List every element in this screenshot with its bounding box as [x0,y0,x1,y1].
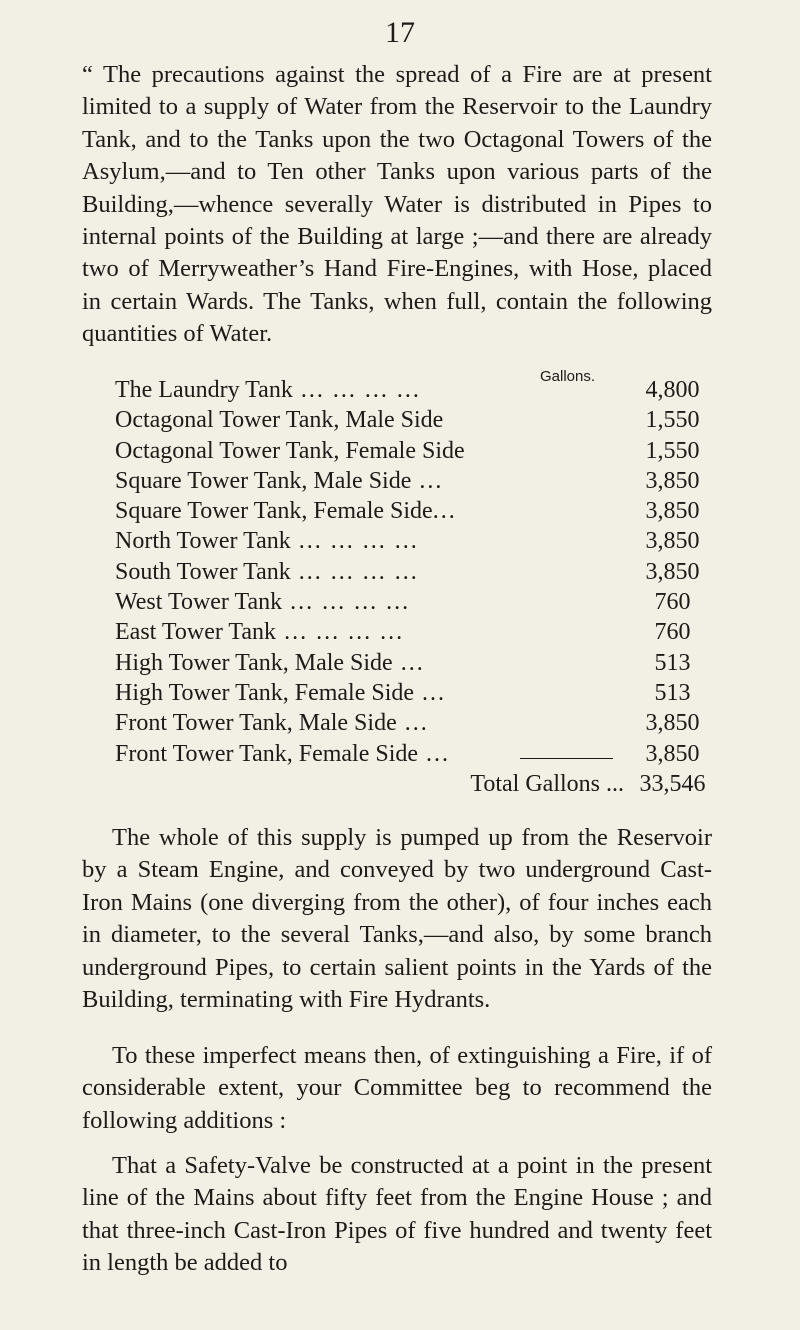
total-label: Total Gallons ... [470,771,624,797]
gallons-value: 1,550 [645,407,700,434]
table-row: North Tower Tank ... ... ... ... 3,850 [115,526,715,556]
total-row [115,769,715,799]
table-row: Front Tower Tank, Male Side ... 3,850 [115,708,715,738]
table-row: South Tower Tank ... ... ... ... 3,850 [115,557,715,587]
paragraph-safety-valve: That a Safety-Valve be constructed at a point in the present line of the Mains about fifty feet from the Engine House ; and that three-inch Cast-Iron Pipes of five hundred and twenty feet in length be added to [82,1152,712,1277]
gallons-value: 4,800 [645,377,700,403]
total-value: 33,546 [639,771,706,797]
gallons-value: 3,850 [645,498,700,525]
table-row: Square Tower Tank, Female Side... 3,850 [115,496,715,526]
page-number: 17 [385,16,415,49]
gallons-value: 3,850 [645,528,700,555]
gallons-value: 3,850 [645,558,700,585]
table-row: Octagonal Tower Tank, Female Side 1,550 [115,436,715,466]
tank-capacity-table [115,375,715,769]
total-divider [520,758,613,759]
gallons-value: 1,550 [645,437,700,464]
paragraph-supply: The whole of this supply is pumped up from the Reservoir by a Steam Engine, and conveyed by two underground Cast-Iron Mains (one diverging from the other), of four inches each in diameter, to the several Tanks,—and also, by some branch underground Pipes, to certain salient points in the Yards of the Building, terminating with Fire Hydrants. [82,824,712,1014]
paragraph-imperfect-means: To these imperfect means then, of extinguishing a Fire, if of considerable extent, your Committee beg to recommend the following additions : [82,1042,712,1134]
table-row: West Tower Tank ... ... ... ... 760 [115,587,715,617]
table-row: Square Tower Tank, Male Side ... 3,850 [115,466,715,496]
gallons-value: 3,850 [645,710,700,737]
table-row: East Tower Tank ... ... ... ... 760 [115,617,715,647]
gallons-value: 760 [654,619,691,646]
table-row: The Laundry Tank ... ... ... ... 4,800 [115,375,715,405]
gallons-value: 3,850 [645,740,700,767]
table-row: High Tower Tank, Male Side ... 513 [115,648,715,678]
gallons-column-header: Gallons. [539,368,596,385]
table-row: Octagonal Tower Tank, Male Side 1,550 [115,405,715,435]
gallons-value: 760 [654,589,691,616]
table-row: Front Tower Tank, Female Side ... 3,850 [115,739,715,769]
table-row: High Tower Tank, Female Side ... 513 [115,678,715,708]
paragraph-precautions: “ The precautions against the spread of a Fire are at present limited to a supply of Water from the Reservoir to the Laundry Tank, and to the Tanks upon the two Octagonal Towers of the Asylum,—and to Ten other Tanks upon various parts of the Building,—whence severally Water is distributed in Pipes to internal points of the Building at large ;—and there are already two of Merryweather’s Hand Fire-Engines, with Hose, placed in certain Wards. The Tanks, when full, contain the following quantities of Water. [82,61,712,348]
gallons-value: 513 [654,649,691,676]
gallons-value: 3,850 [645,467,700,494]
gallons-value: 513 [654,679,691,706]
